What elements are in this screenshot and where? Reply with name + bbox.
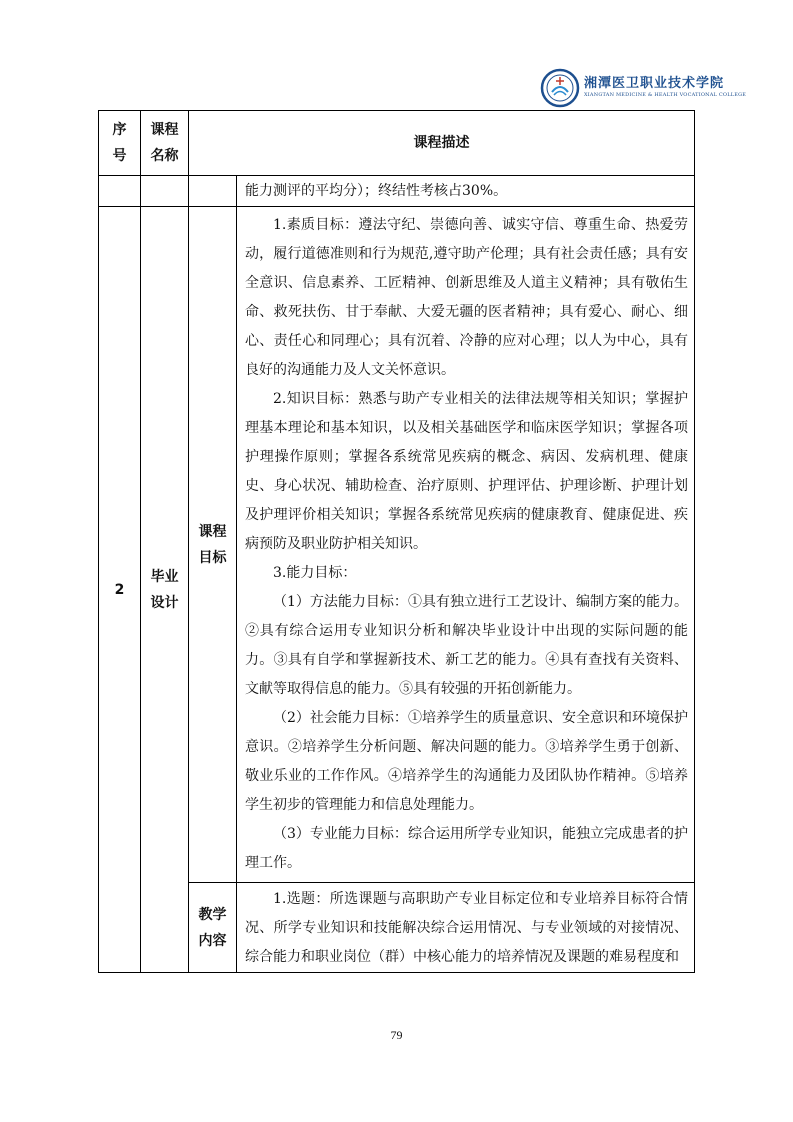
course-table [98, 110, 695, 973]
course-number: 2 [99, 207, 141, 973]
teaching-content-row [99, 883, 695, 973]
goals-label: 课程目标 [189, 207, 237, 883]
college-logo [540, 68, 747, 112]
goal-social: （2）社会能力目标：①培养学生的质量意识、安全意识和环境保护意识。②培养学生分析问题、解决问题的能力。③培养学生勇于创新、敬业乐业的工作作风。④培养学生的沟通能力及团队协作精神。⑤培养学生初步的管理能力和信息处理能力。 [245, 710, 688, 813]
goal-knowledge: 2.知识目标：熟悉与助产专业相关的法律法规等相关知识；掌握护理基本理论和基本知识，以及相关基础医学和临床医学知识；掌握各项护理操作原则；掌握各系统常见疾病的概念、病因、发病机理、健康史、身心状况、辅助检查、治疗原则、护理评估、护理诊断、护理计划及护理评价相关知识；掌握各系统常见疾病的健康教育、健康促进、疾病预防及职业防护相关知识。 [245, 391, 688, 552]
college-name-en: XIANGTAN MEDICINE & HEALTH VOCATIONAL COLLEGE [584, 92, 747, 98]
goals-text [237, 207, 695, 883]
header-name: 课程名称 [141, 111, 189, 176]
goal-method: （1）方法能力目标：①具有独立进行工艺设计、编制方案的能力。②具有综合运用专业知识分析和解决毕业设计中出现的实际问题的能力。③具有自学和掌握新技术、新工艺的能力。④具有查找有关资料、文献等取得信息的能力。⑤具有较强的开拓创新能力。 [245, 594, 688, 697]
course-goals-row [99, 207, 695, 883]
content-label: 教学内容 [189, 883, 237, 973]
header-desc: 课程描述 [189, 111, 695, 176]
header-row [99, 111, 695, 176]
continuation-text: 能力测评的平均分）；终结性考核占30%。 [237, 176, 695, 207]
goal-professional: （3）专业能力目标：综合运用所学专业知识，能独立完成患者的护理工作。 [245, 826, 688, 871]
college-name-cn: 湘潭医卫职业技术学院 [584, 76, 725, 91]
goal-ability: 3.能力目标： [273, 565, 357, 581]
continuation-row [99, 176, 695, 207]
course-name: 毕业设计 [141, 207, 189, 973]
page-number: 79 [390, 1028, 403, 1042]
content-text: 1.选题：所选课题与高职助产专业目标定位和专业培养目标符合情况、所学专业知识和技能解决综合运用情况、与专业领域的对接情况、综合能力和职业岗位（群）中核心能力的培养情况及课题的难易程度和 [237, 883, 695, 973]
college-seal-icon [540, 68, 580, 108]
goal-quality: 1.素质目标：遵法守纪、崇德向善、诚实守信、尊重生命、热爱劳动，履行道德准则和行为规范,遵守助产伦理；具有社会责任感；具有安全意识、信息素养、工匠精神、创新思维及人道主义精神；具有敬佑生命、救死扶伤、甘于奉献、大爱无疆的医者精神；具有爱心、耐心、细心、责任心和同理心；具有沉着、冷静的应对心理；以人为中心，具有良好的沟通能力及人文关怀意识。 [245, 217, 688, 378]
header-num: 序号 [99, 111, 141, 176]
